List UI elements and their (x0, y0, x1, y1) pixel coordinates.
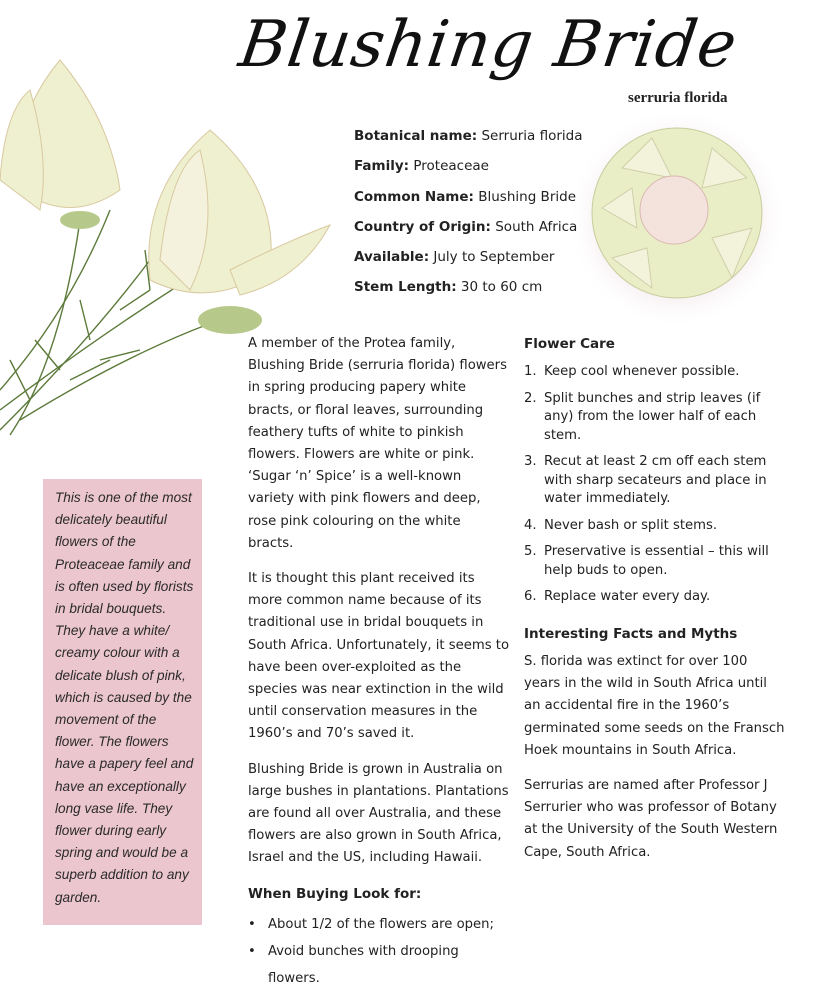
facts-myths-heading: Interesting Facts and Myths (524, 625, 738, 642)
fact-botanical-name: Botanical name: Serruria florida (354, 128, 583, 144)
intro-paragraph: Blushing Bride is grown in Australia on large bushes in plantations. Plantations are found all over Australia, and these flowers are also grown in South Africa, Israel and the US, including Hawaii. (248, 761, 509, 866)
page-subtitle: serruria florida (628, 90, 728, 106)
care-column (524, 333, 794, 877)
plant-facts (354, 128, 583, 310)
fact-country: Country of Origin: South Africa (354, 218, 578, 235)
list-item: 1. Keep cool whenever possible. (524, 364, 740, 380)
intro-paragraph: It is thought this plant received its more common name because of its traditional use in bridal bouquets in South Africa. Unfortunately, it seems to have been over-exploited as the species was near extinction in the wild until conservation measures in the 1960’s and 70’s saved it. (248, 571, 510, 742)
fact-available: Available: July to September (354, 249, 555, 266)
list-item: • Avoid bunches with drooping flowers. (248, 938, 510, 992)
facts-paragraph: Serrurias are named after Professor J Serrurier who was professor of Botany at the University of the South Western Cape, South Africa. (524, 777, 778, 860)
sidebar-callout: This is one of the most delicately beautiful flowers of the Proteaceae family and is often used by florists in bridal bouquets. They have a white/ creamy colour with a delicate blush of pink, which is caused by the movement of the flower. The flowers have a papery feel and have an exceptionally long vase life. They flower during early spring and would be a superb addition to any garden. (43, 479, 202, 925)
flower-head-image (562, 108, 792, 328)
list-item: • About 1/2 of the flowers are open; (248, 911, 510, 938)
fact-family: Family: Proteaceae (354, 158, 489, 175)
list-item: 5. Preservative is essential – this will help buds to open. (524, 544, 769, 578)
list-item: 6. Replace water every day. (524, 589, 711, 605)
list-item: 4. Never bash or split stems. (524, 517, 718, 533)
bullet-icon: • (248, 943, 256, 959)
intro-column (248, 333, 510, 992)
care-list (524, 363, 794, 607)
bullet-icon: • (248, 916, 256, 932)
facts-paragraph: S. florida was extinct for over 100 years in the wild in South Africa until an accidental fire in the 1960’s germinated some seeds on the Fransch Hoek mountains in South Africa. (524, 653, 785, 758)
fact-stem-length: Stem Length: 30 to 60 cm (354, 279, 543, 296)
buying-heading: When Buying Look for: (248, 885, 422, 902)
page-title: Blushing Bride (234, 8, 742, 82)
intro-paragraph: A member of the Protea family, Blushing Bride (serruria florida) flowers in spring producing papery white bracts, or floral leaves, surrounding feathery tufts of white to pinkish flowers. Flowers are white or pink. ‘Sugar ‘n’ Spice’ is a well-known variety with pink flowers and deep, rose pink colouring on the white bracts. (248, 336, 507, 551)
buying-list (248, 911, 510, 992)
care-heading: Flower Care (524, 336, 615, 352)
list-item: 3. Recut at least 2 cm off each stem with sharp secateurs and place in water immediately. (524, 454, 767, 507)
fact-common-name: Common Name: Blushing Bride (354, 188, 576, 205)
list-item: 2. Split bunches and strip leaves (if any) from the lower half of each stem. (524, 390, 761, 443)
